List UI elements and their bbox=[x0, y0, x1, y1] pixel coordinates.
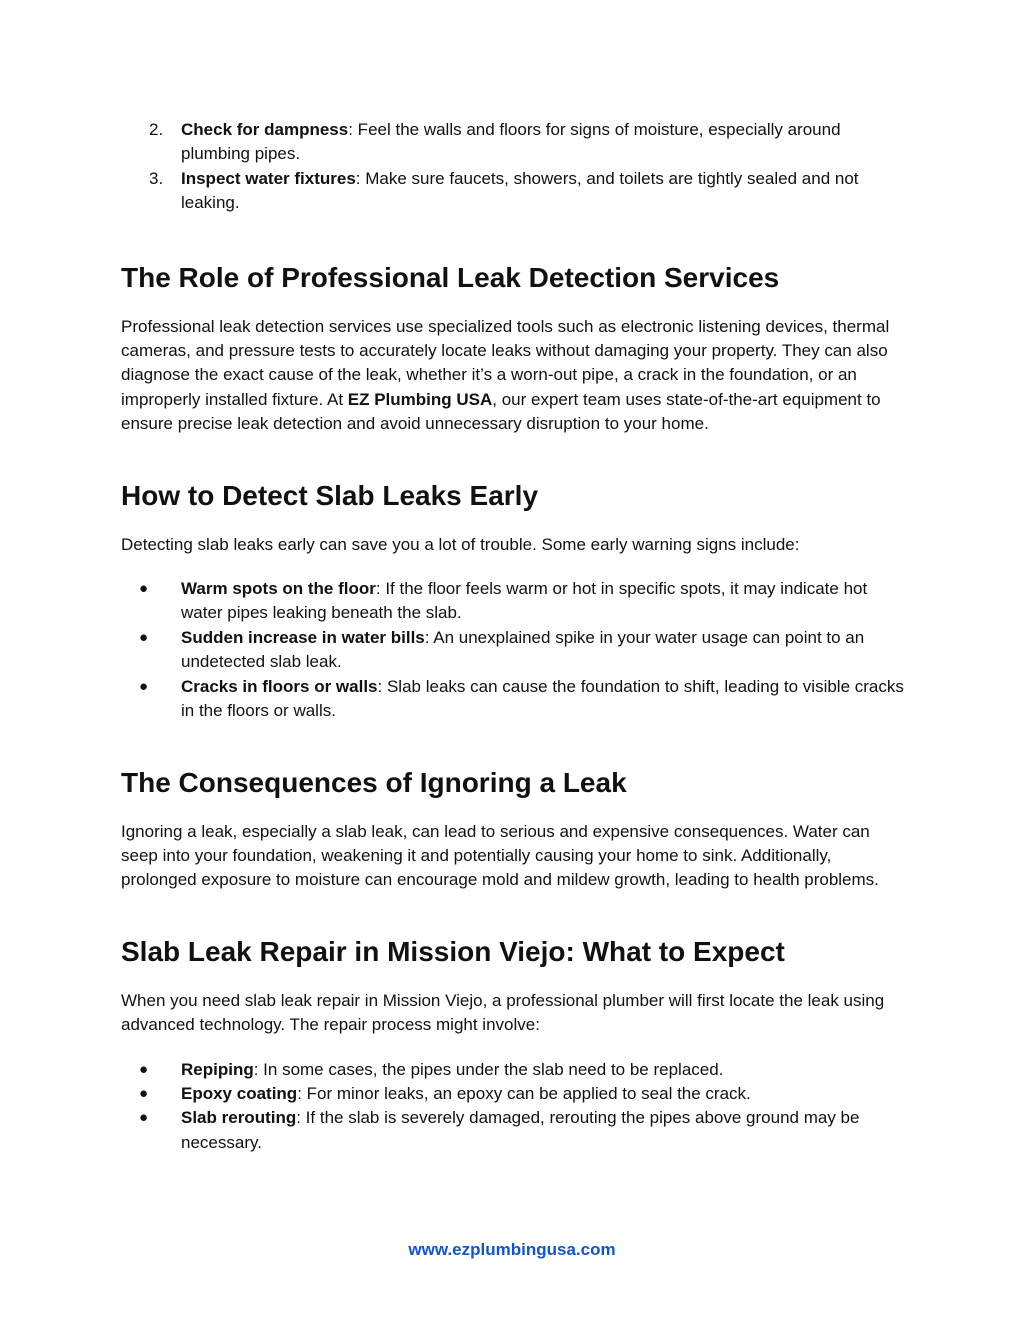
brand-name: EZ Plumbing USA bbox=[347, 389, 493, 409]
numbered-list bbox=[121, 118, 911, 216]
section-heading: How to Detect Slab Leaks Early bbox=[121, 479, 539, 511]
bullet-icon: ● bbox=[139, 580, 149, 598]
list-item bbox=[121, 675, 911, 724]
list-item bbox=[121, 1106, 911, 1155]
list-item-bold: Warm spots on the floor bbox=[181, 579, 376, 599]
list-number: 2. bbox=[149, 120, 164, 139]
list-item bbox=[121, 626, 911, 675]
section-paragraph bbox=[121, 315, 911, 437]
bullet-icon: ● bbox=[139, 628, 149, 646]
paragraph-text: Professional leak detection services use specialized tools such as electronic listening devices, thermal cameras, and pressure tests to accurately locate leaks without damaging your property. They can also diagnose the exact cause of the leak, whether it’s a worn-out pipe, a crack in the foundation, or an improperly installed fixture. At bbox=[121, 316, 890, 409]
paragraph-text: , our expert team uses state-of-the-art equipment to ensure precise leak detection and avoid unnecessary disruption to your home. bbox=[121, 389, 881, 434]
list-item-bold: Repiping bbox=[181, 1059, 254, 1079]
list-number: 3. bbox=[149, 168, 164, 188]
list-item-text: : If the slab is severely damaged, rerouting the pipes above ground may be necessary. bbox=[181, 1108, 860, 1152]
list-item-text: : Slab leaks can cause the foundation to shift, leading to visible cracks in the floors or walls. bbox=[181, 676, 904, 721]
list-item bbox=[121, 167, 911, 216]
list-item-text: : Feel the walls and floors for signs of moisture, especially around plumbing pipes. bbox=[181, 120, 841, 164]
section-paragraph: When you need slab leak repair in Mission Viejo, a professional plumber will first locate the leak using advanced technology. The repair process might involve: bbox=[121, 990, 885, 1035]
list-item-text: : An unexplained spike in your water usage can point to an undetected slab leak. bbox=[181, 627, 865, 672]
bullet-icon: ● bbox=[139, 1060, 149, 1078]
list-item bbox=[121, 577, 911, 626]
list-item-bold: Slab rerouting bbox=[181, 1108, 297, 1128]
list-item-text: : If the floor feels warm or hot in specific spots, it may indicate hot water pipes leaking beneath the slab. bbox=[181, 579, 868, 623]
page-footer bbox=[0, 1240, 1024, 1260]
section-heading: The Role of Professional Leak Detection Services bbox=[121, 261, 780, 293]
list-item-bold: Sudden increase in water bills bbox=[181, 627, 425, 647]
list-item-text: : For minor leaks, an epoxy can be applied to seal the crack. bbox=[297, 1083, 751, 1103]
list-item bbox=[121, 1082, 911, 1106]
list-item-bold: Epoxy coating bbox=[181, 1083, 298, 1103]
document-content bbox=[121, 118, 911, 1155]
website-link[interactable]: www.ezplumbingusa.com bbox=[408, 1240, 616, 1259]
section-heading: Slab Leak Repair in Mission Viejo: What to Expect bbox=[121, 935, 785, 967]
bullet-icon: ● bbox=[139, 1084, 149, 1102]
list-item-bold: Check for dampness bbox=[181, 120, 349, 139]
list-item bbox=[121, 118, 911, 167]
list-item-text: : Make sure faucets, showers, and toilets are tightly sealed and not leaking. bbox=[181, 168, 859, 213]
bullet-list bbox=[121, 1058, 911, 1156]
bullet-list bbox=[121, 577, 911, 723]
section-paragraph: Detecting slab leaks early can save you a lot of trouble. Some early warning signs include: bbox=[121, 534, 800, 554]
list-item-bold: Cracks in floors or walls bbox=[181, 676, 378, 696]
list-item-bold: Inspect water fixtures bbox=[181, 168, 356, 188]
bullet-icon: ● bbox=[139, 677, 149, 695]
bullet-icon: ● bbox=[139, 1109, 149, 1127]
list-item-text: : In some cases, the pipes under the slab need to be replaced. bbox=[253, 1059, 724, 1079]
list-item bbox=[121, 1058, 911, 1082]
section-paragraph: Ignoring a leak, especially a slab leak, can lead to serious and expensive consequences. Water can seep into your foundation, weakening it and potentially causing your home to sink. Additionally, prolonged exposure to moisture can encourage mold and mildew growth, leading to health problems. bbox=[121, 821, 879, 890]
section-heading: The Consequences of Ignoring a Leak bbox=[121, 766, 627, 798]
